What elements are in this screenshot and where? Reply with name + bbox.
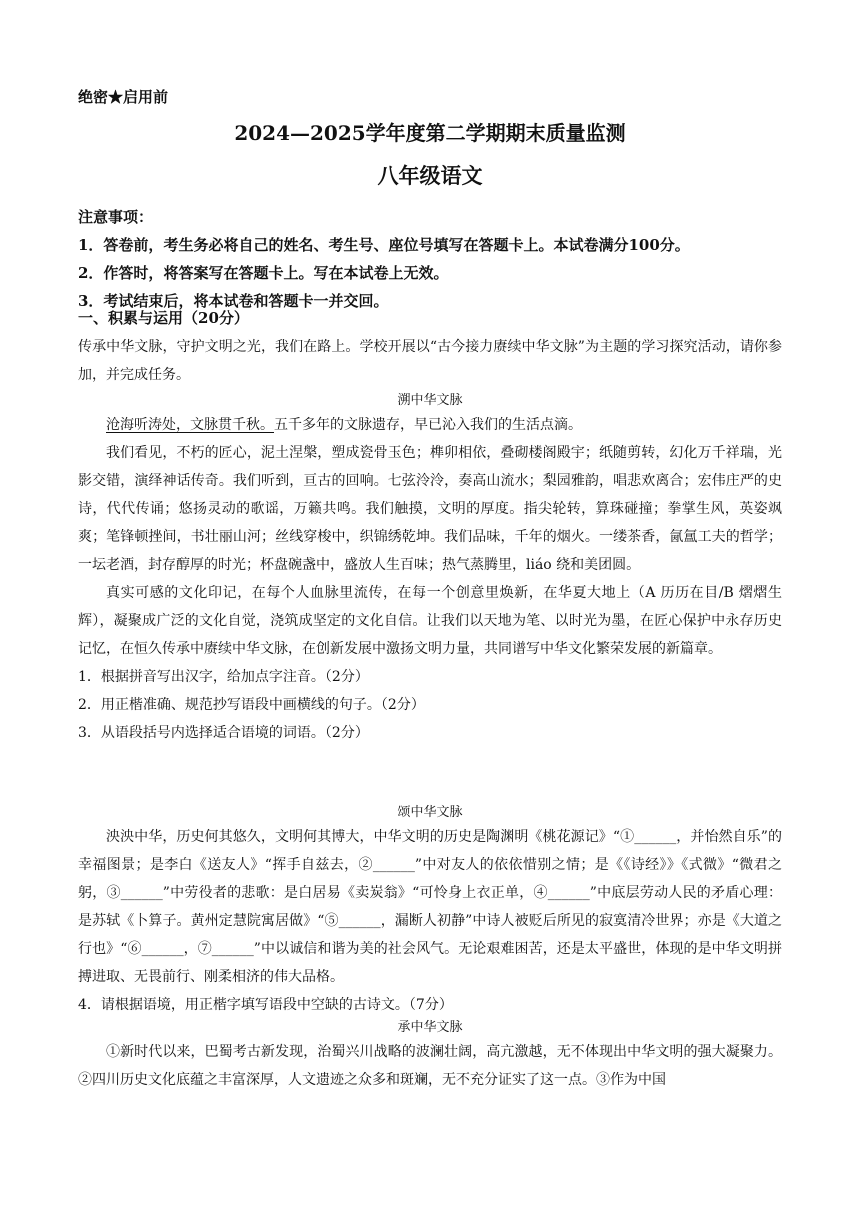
exam-title: 2024—2025学年度第二学期期末质量监测 — [234, 121, 626, 145]
part1-body — [78, 411, 782, 747]
section-intro — [78, 333, 782, 389]
notes-item: 3．考试结束后，将本试卷和答题卡一并交回。 — [78, 292, 389, 310]
part3-body — [78, 1038, 782, 1094]
part1-paragraph-3: 真实可感的文化印记，在每个人血脉里流传，在每一个创意里焕新，在华夏大地上（A 历历在目/B 熠熠生辉），凝聚成广泛的文化自觉，浇筑成坚定的文化自信。让我们以天地为笔、以时光为墨，在匠心保护中永存历史记忆，在恒久传承中赓续中华文脉，在创新发展中激扬文明力量，共同谱写中华文化繁荣发展的新篇章。 — [78, 585, 782, 657]
notes-item: 1．答卷前，考生务必将自己的姓名、考生号、座位号填写在答题卡上。本试卷满分100分。 — [78, 236, 690, 254]
question-3: 3．从语段括号内选择适合语境的词语。（2分） — [78, 725, 369, 741]
part2-paragraph: 泱泱中华，历史何其悠久，文明何其博大，中华文明的历史是陶渊明《桃花源记》“①______，并怡然自乐”的幸福图景；是李白《送友人》“挥手自兹去，②______”中对友人的依依惜别之情；是《《诗经》》《式微》“微君之躬，③______”中劳役者的悲歌：是白居易《卖炭翁》“可怜身上衣正单，④______”中底层劳动人民的矛盾心理：是苏轼《卜算子。黄州定慧院寓居做》“⑤______，漏断人初静”中诗人被贬后所见的寂寞清冷世界；亦是《大道之行也》“⑥______，⑦______”中以诚信和谐为美的社会风气。无论艰难困苦，还是太平盛世，体现的是中华文明拼搏进取、无畏前行、刚柔相济的伟大品格。 — [78, 829, 782, 985]
part2-title: 颂中华文脉 — [397, 805, 463, 820]
paragraph-text: 五千多年的文脉遗存，早已沁入我们的生活点滴。 — [274, 417, 582, 433]
part3-paragraph: ①新时代以来，巴蜀考古新发现，治蜀兴川战略的波澜壮阔，高亢激越，无不体现出中华文明的强大凝聚力。②四川历史文化底蕴之丰富深厚，人文遗迹之众多和斑斓，无不充分证实了这一点。③作为中国 — [78, 1044, 782, 1088]
notes-block — [78, 203, 798, 315]
question-2: 2．用正楷准确、规范抄写语段中画横线的句子。（2分） — [78, 697, 425, 713]
question-1: 1．根据拼音写出汉字，给加点字注音。（2分） — [78, 669, 369, 685]
part1-paragraph-2: 我们看见，不朽的匠心，泥土涅槃，塑成瓷骨玉色；榫卯相依，叠砌楼阁殿宇；纸随剪转，幻化万千祥瑞，光影交错，演绎神话传奇。我们听到，亘古的回响。七弦泠泠，奏高山流水；梨园雅韵，唱悲欢离合；宏伟庄严的史诗，代代传诵；悠扬灵动的歌谣，万籁共鸣。我们触摸，文明的厚度。指尖轮转，算珠碰撞；拳掌生风，英姿飒爽；笔锋顿挫间，书壮丽山河；丝线穿梭中，织锦绣乾坤。我们品味，千年的烟火。一缕茶香，氤氲工夫的哲学；一坛老酒，封存醇厚的时光；杯盘碗盏中，盛放人生百味；热气蒸腾里，liáo 绕和美团圆。 — [78, 445, 782, 573]
part1-title: 溯中华文脉 — [397, 393, 463, 408]
intro-paragraph: 传承中华文脉，守护文明之光，我们在路上。学校开展以“古今接力赓续中华文脉”为主题的学习探究活动，请你参加，并完成任务。 — [78, 339, 782, 383]
part1-paragraph-1 — [78, 411, 782, 439]
exam-subtitle: 八年级语文 — [377, 163, 483, 188]
section-heading: 一、积累与运用（20分） — [78, 309, 249, 327]
underlined-sentence: 沧海听涛处，文脉贯千秋。 — [106, 417, 274, 433]
notes-item: 2．作答时，将答案写在答题卡上。写在本试卷上无效。 — [78, 264, 449, 282]
question-4: 4．请根据语境，用正楷字填写语段中空缺的古诗文。（7分） — [78, 997, 453, 1013]
part3-title: 承中华文脉 — [397, 1020, 463, 1035]
confidential-mark: 绝密★启用前 — [78, 88, 169, 106]
part2-body — [78, 823, 782, 1019]
notes-heading: 注意事项： — [78, 208, 154, 226]
